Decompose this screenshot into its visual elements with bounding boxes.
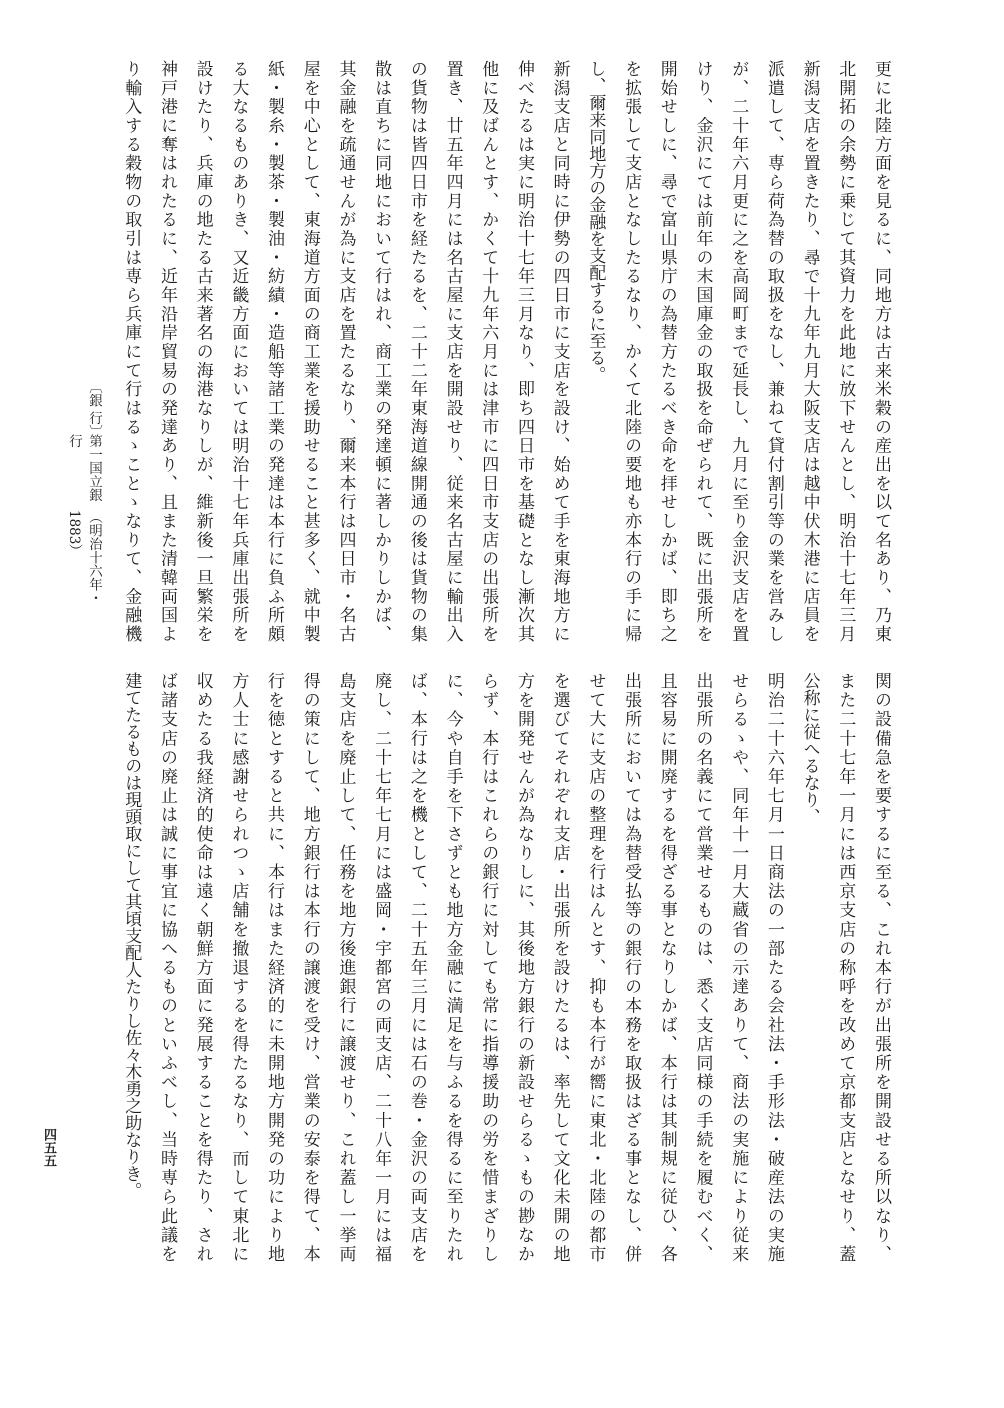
text-column: けり、金沢にては前年の末国庫金の取扱を命ぜられて、既に出張所を <box>692 60 713 642</box>
text-column: 設けたり、兵庫の地たる古来著名の海港なりしが、維新後一旦繁栄を <box>192 60 213 642</box>
text-column: の貨物は皆四日市を経たるを、二十二年東海道線開通の後は貨物の集 <box>406 60 427 642</box>
text-column: 方を開発せんが為なりしに、其後地方銀行の新設せらるゝもの尠なか <box>513 672 534 1262</box>
text-column: また二十七年一月には西京支店の称呼を改めて京都支店となせり、蓋 <box>835 672 856 1262</box>
text-column: らず、本行はこれらの銀行に対しても常に指導援助の労を惜まざりし <box>478 672 499 1262</box>
upper-text-block <box>113 60 898 642</box>
text-column: 廃し、二十七年七月には盛岡・宇都宮の両支店、二十八年一月には福 <box>371 672 392 1262</box>
text-column: 関の設備急を要するに至る、これ本行が出張所を開設せる所以なり、 <box>871 672 891 1263</box>
text-column: 建てたるものは現頭取にして其頃支配人たりし佐々木勇之助なりき。 <box>121 672 142 1199</box>
running-footer <box>64 380 104 642</box>
text-column: る大なるものありき、又近畿方面においては明治十七年兵庫出張所を <box>228 60 249 642</box>
text-column: 出張所においては為替受払等の銀行の本務を取扱はざる事となし、併 <box>621 672 642 1262</box>
footer-period: （明治十六年・1883） <box>66 509 102 605</box>
text-column: 方人士に感謝せられつゝ店舗を撤退するを得たるなり、而して東北に <box>228 672 249 1262</box>
text-column: し、爾来同地方の金融を支配するに至る。 <box>585 60 606 383</box>
text-column: 収めたる我経済的使命は遠く朝鮮方面に発展することを得たり、され <box>192 672 213 1262</box>
text-column: 新潟支店と同時に伊勢の四日市に支店を設け、始めて手を東海地方に <box>549 60 570 642</box>
text-column: 屋を中心として、東海道方面の商工業を援助せること甚多く、就中製 <box>299 60 320 642</box>
text-column: 神戸港に奪はれたるに、近年沿岸貿易の発達あり、且また清韓両国よ <box>156 60 177 642</box>
page-number: 四五五 <box>41 1128 56 1167</box>
text-column: 島支店を廃止して、任務を地方後進銀行に譲渡せり、これ蓋し一挙両 <box>335 672 356 1262</box>
text-column: 新潟支店を置きたり、尋で十九年九月大阪支店は越中伏木港に店員を <box>799 60 820 642</box>
text-column: を拡張して支店となしたるなり、かくて北陸の要地も亦本行の手に帰 <box>621 60 642 642</box>
text-column: ば諸支店の廃止は誠に事宜に協へるものといふべし、当時専ら此議を <box>156 672 177 1262</box>
text-column: に、今や自手を下さずとも地方金融に満足を与ふるを得るに至りたれ <box>442 672 463 1262</box>
text-column: 得の策にして、地方銀行は本行の譲渡を受け、営業の安泰を得て、本 <box>299 672 320 1262</box>
text-column: 開始せしに、尋で富山県庁の為替方たるべき命を拝せしかば、即ち之 <box>656 60 677 642</box>
text-column: 公称に従へるなり、 <box>799 672 820 825</box>
text-column: が、二十年六月更に之を高岡町まで延長し、九月に至り金沢支店を置 <box>728 60 749 642</box>
text-column: ば、本行は之を機として、二十五年三月には石の巻・金沢の両支店を <box>406 672 427 1262</box>
text-column: 派遣して、専ら荷為替の取扱をなし、兼ねて貸付割引等の業を営みし <box>763 60 784 642</box>
text-column: 紙・製糸・製茶・製油・紡績・造船等諸工業の発達は本行に負ふ所頗 <box>264 60 285 642</box>
text-column: 他に及ばんとす、かくて十九年六月には津市に四日市支店の出張所を <box>478 60 499 642</box>
text-column: 其金融を疏通せんが為に支店を置たるなり、爾来本行は四日市・名古 <box>335 60 356 642</box>
text-column: 散は直ちに同地において行はれ、商工業の発達頓に著しかりしかば、 <box>371 60 392 642</box>
footer-bank-name: 第一国立銀行 <box>66 434 102 502</box>
text-column: 更に北陸方面を見るに、同地方は古来米穀の産出を以て名あり、乃東 <box>871 60 891 642</box>
text-column: 明治二十六年七月一日商法の一部たる会社法・手形法・破産法の実施 <box>763 672 784 1262</box>
text-column: り輸入する穀物の取引は専ら兵庫にて行はるゝことゝなりて、金融機 <box>121 60 142 643</box>
text-column: 伸べたるは実に明治十七年三月なり、即ち四日市を基礎となし漸次其 <box>513 60 534 642</box>
text-column: 出張所の名義にて営業せるものは、悉く支店同様の手続を履むべく、 <box>692 672 713 1262</box>
text-column: 且容易に開廃するを得ざる事となりしかば、本行は其制規に従ひ、各 <box>656 672 677 1262</box>
footer-section: 〔銀 行〕 <box>86 380 102 439</box>
text-column: を選びてそれぞれ支店・出張所を設けたるは、率先して文化未開の地 <box>549 672 570 1262</box>
text-column: せらるゝや、同年十一月大蔵省の示達ありて、商法の実施により従来 <box>728 672 749 1262</box>
text-column: 行を徳とすると共に、本行はまた経済的に未開地方開発の功により地 <box>264 672 285 1262</box>
lower-text-block <box>113 672 898 1262</box>
text-column: せて大に支店の整理を行はんとす、抑も本行が嚮に東北・北陸の都市 <box>585 672 606 1262</box>
text-column: 北開拓の余勢に乗じて其資力を此地に放下せんとし、明治十七年三月 <box>835 60 856 642</box>
text-column: 置き、廿五年四月には名古屋に支店を開設せり、従来名古屋に輸出入 <box>442 60 463 642</box>
